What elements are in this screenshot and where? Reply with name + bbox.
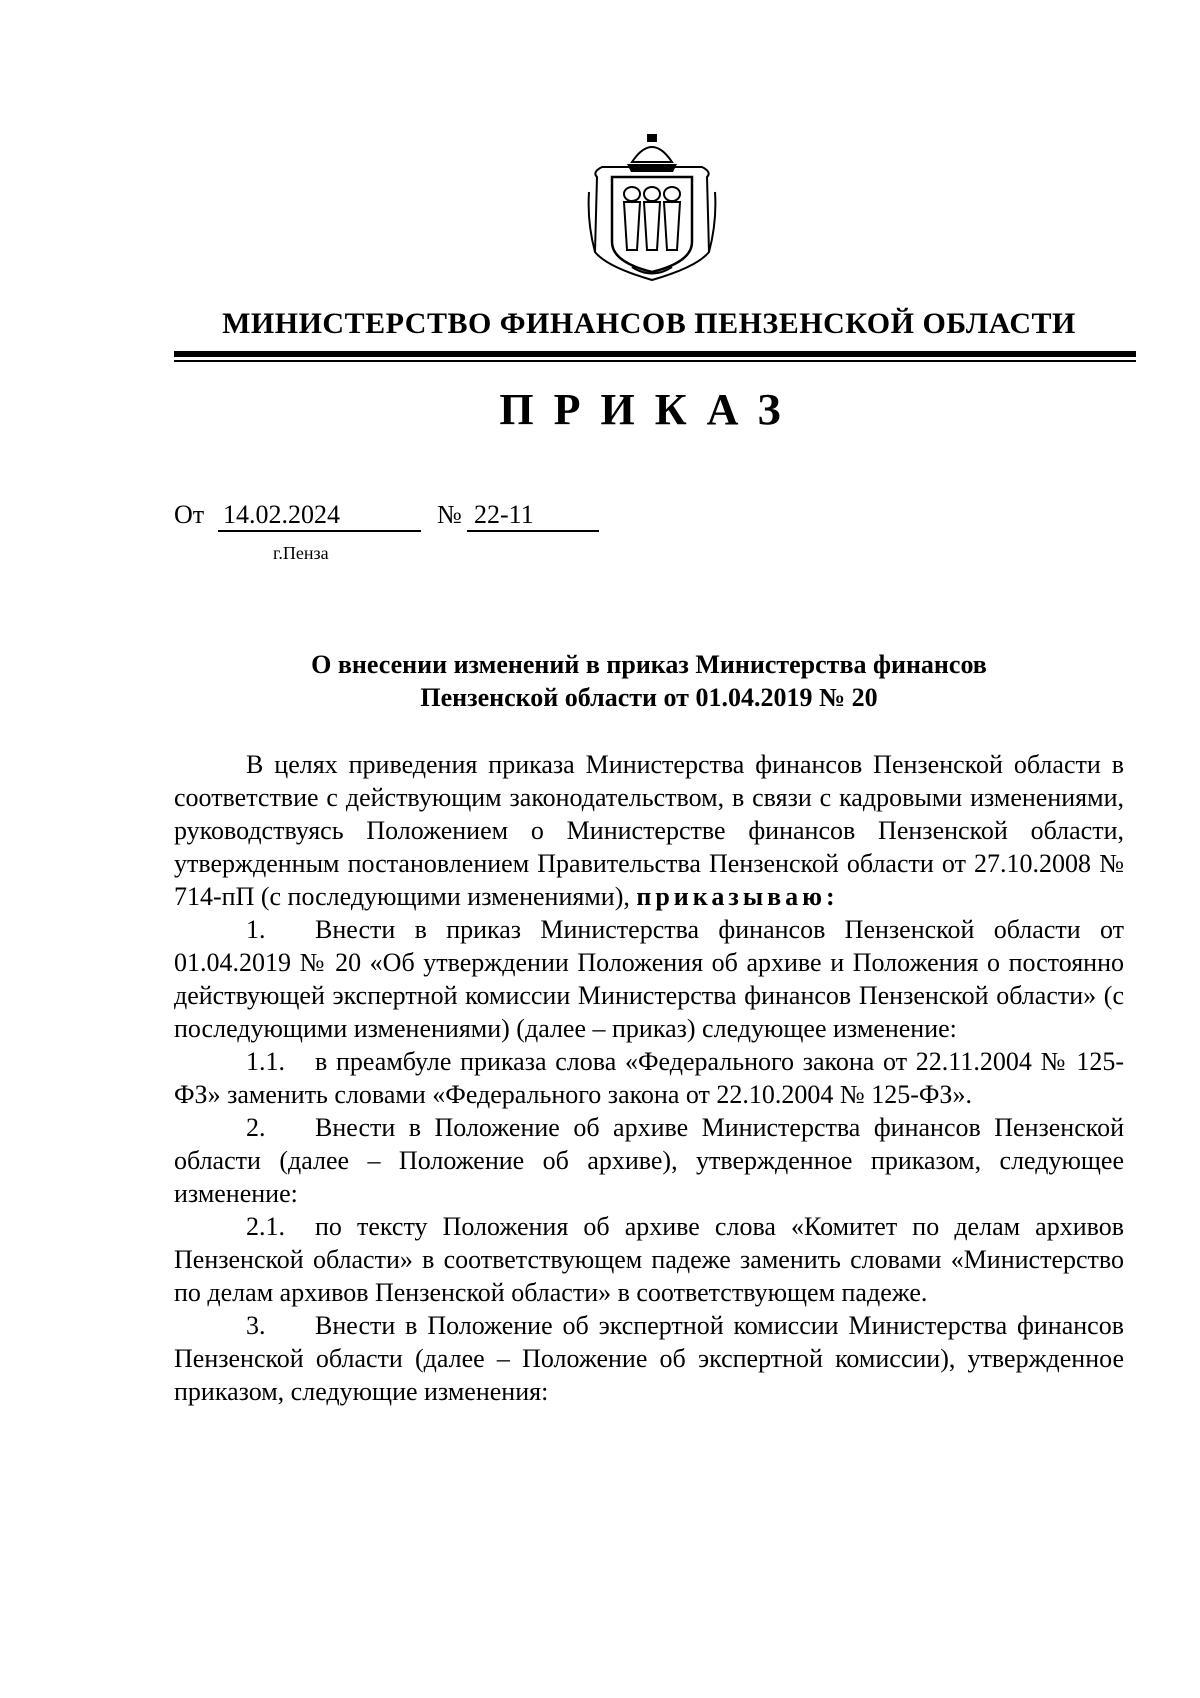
order-body: [174, 748, 1124, 1408]
item-text: Внести в Положение об архиве Министерства финансов Пензенской области (далее – Положение об архиве), утвержденное приказом, следующее изменение:: [174, 1113, 1124, 1208]
document-type-title: ПРИКАЗ: [499, 385, 801, 434]
item-text: Внести в приказ Министерства финансов Пензенской области от 01.04.2019 № 20 «Об утверждении Положения об архиве и Положения о постоянно действующей экспертной комиссии Министерства финансов Пензенской области» (с последующими изменениями) (далее – приказ) следующее изменение:: [174, 915, 1124, 1043]
date-underline: [218, 530, 421, 532]
item-text: Внести в Положение об экспертной комиссии Министерства финансов Пензенской области (далее – Положение об экспертной комиссии), утвержденное приказом, следующие изменения:: [174, 1311, 1124, 1406]
preamble-text: В целях приведения приказа Министерства финансов Пензенской области в соответствие с действующим законодательством, в связи с кадровыми изменениями, руководствуясь Положением о Министерстве финансов Пензенской области, утвержденным постановлением Правительства Пензенской области от 27.10.2008 № 714-пП (с последующими изменениями),: [174, 750, 1124, 911]
item-paragraph: [174, 913, 1124, 1045]
item-paragraph: [174, 1111, 1124, 1210]
coat-of-arms-emblem: [587, 132, 717, 282]
header-divider-thick: [174, 351, 1136, 357]
ministry-name: МИНИСТЕРСТВО ФИНАНСОВ ПЕНЗЕНСКОЙ ОБЛАСТИ: [222, 307, 1076, 340]
city: г.Пенза: [273, 543, 329, 563]
number-label: №: [437, 500, 462, 529]
item-paragraph: [174, 1045, 1124, 1111]
item-text: по тексту Положения об архиве слова «Комитет по делам архивов Пензенской области» в соответствующем падеже заменить словами «Министерство по делам архивов Пензенской области» в соответствующем падеже.: [174, 1212, 1124, 1307]
subject-line-2: Пензенской области от 01.04.2019 № 20: [420, 683, 878, 712]
item-number: 1.: [246, 915, 266, 944]
order-number: 22-11: [474, 500, 534, 529]
number-underline: [467, 530, 599, 532]
header-divider-thin: [174, 360, 1136, 362]
subject-line-1: О внесении изменений в приказ Министерства финансов: [311, 650, 987, 679]
item-number: 3.: [246, 1311, 266, 1340]
preamble-paragraph: [174, 748, 1124, 913]
order-date: 14.02.2024: [223, 500, 340, 529]
item-paragraph: [174, 1309, 1124, 1408]
item-text: в преамбуле приказа слова «Федерального закона от 22.11.2004 № 125-ФЗ» заменить словами «Федерального закона от 22.10.2004 № 125-ФЗ».: [174, 1047, 1124, 1109]
item-paragraph: [174, 1210, 1124, 1309]
date-label: От: [174, 500, 205, 529]
item-number: 1.1.: [246, 1047, 285, 1076]
order-subject: [174, 648, 1124, 714]
item-number: 2.: [246, 1113, 266, 1142]
decree-word: приказываю:: [636, 882, 839, 911]
item-number: 2.1.: [246, 1212, 285, 1241]
